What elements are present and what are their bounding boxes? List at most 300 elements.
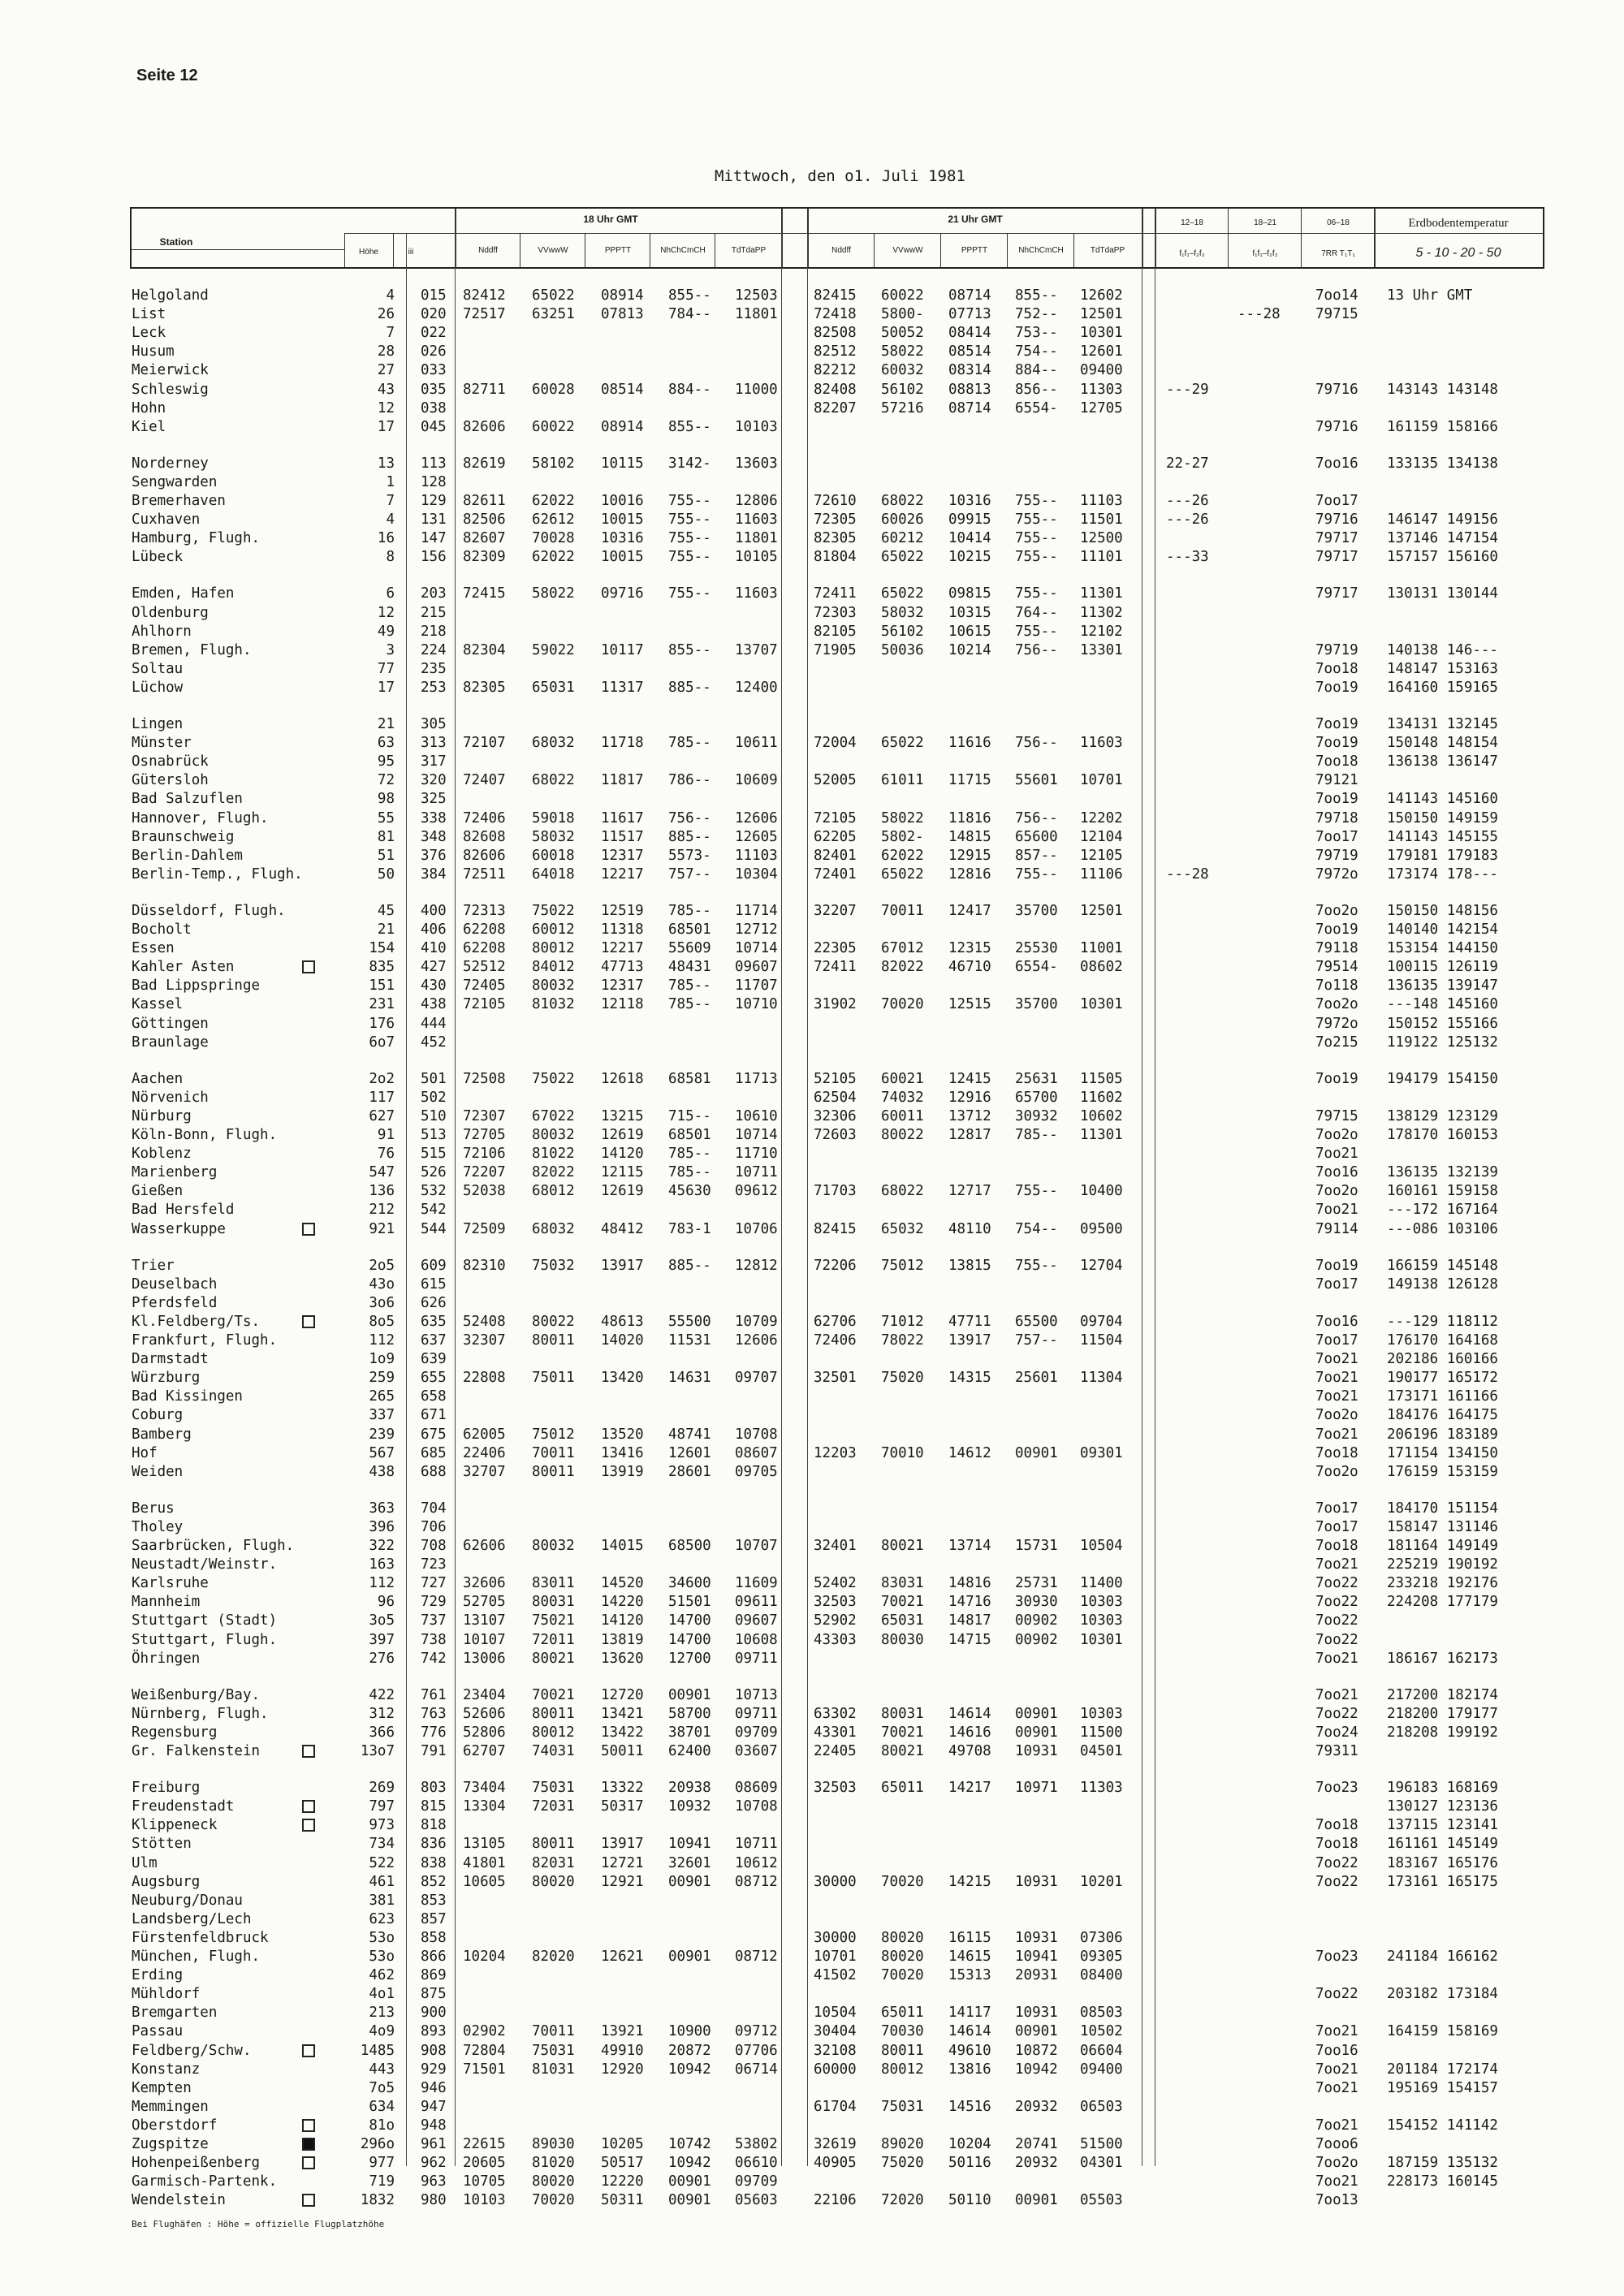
obs18-group-5: 06610 [735, 2155, 778, 2172]
obs18-group-5: 13603 [735, 455, 778, 472]
obs18-group-5: 10709 [735, 1313, 778, 1330]
station-index: 729 [421, 1594, 447, 1611]
obs18-group-3: 08914 [601, 418, 644, 435]
extra-group-3: 7oo24 [1315, 1724, 1358, 1741]
obs18-group-2: 80011 [532, 1836, 575, 1853]
station-name: Saarbrücken, Flugh. [132, 1538, 295, 1554]
obs18-group-3: 50011 [601, 1743, 644, 1759]
table-row [0, 1651, 1624, 1668]
station-name: Göttingen [132, 1015, 209, 1032]
obs18-group-2: 62022 [532, 493, 575, 509]
obs21-group-5: 11302 [1080, 604, 1123, 621]
obs18-group-2: 80011 [532, 1705, 575, 1722]
station-elevation: 2o5 [369, 1257, 395, 1274]
station-index: 400 [421, 902, 447, 919]
station-name: Aachen [132, 1070, 184, 1087]
obs18-group-3: 12619 [601, 1127, 644, 1143]
station-name: Augsburg [132, 1873, 201, 1890]
obs21-group-4: 754-- [1015, 343, 1058, 360]
obs18-group-3: 10015 [601, 511, 644, 529]
obs18-group-1: 10103 [463, 2192, 506, 2209]
station-elevation: 4 [386, 511, 395, 529]
table-row [0, 1202, 1624, 1219]
extra-group-3: 7oo2o [1315, 1407, 1358, 1424]
obs18-group-5: 09709 [735, 2173, 778, 2190]
obs21-group-4: 785-- [1015, 1127, 1058, 1143]
extra-group-4: 241184 166162 [1387, 1949, 1498, 1965]
station-index: 980 [421, 2192, 447, 2209]
station-name: Garmisch-Partenk. [132, 2173, 278, 2190]
extra-group-4: 224208 177179 [1387, 1594, 1498, 1611]
obs18-group-1: 82304 [463, 641, 506, 658]
station-name: Lübeck [132, 549, 184, 566]
obs18-group-3: 11317 [601, 679, 644, 696]
station-name: Osnabrück [132, 753, 209, 770]
obs18-group-5: 09711 [735, 1705, 778, 1722]
obs21-group-3: 11816 [948, 809, 991, 826]
obs21-group-2: 80022 [881, 1127, 924, 1143]
station-name: Öhringen [132, 1650, 201, 1667]
table-row [0, 735, 1624, 753]
station-index: 501 [421, 1070, 447, 1087]
station-index: 020 [421, 306, 447, 323]
obs21-group-3: 08514 [948, 343, 991, 360]
obs21-group-4: 20931 [1015, 1967, 1058, 1984]
obs21-group-2: 89020 [881, 2136, 924, 2152]
station-name: Mannheim [132, 1594, 201, 1611]
station-index: 962 [421, 2155, 447, 2172]
obs21-group-2: 80012 [881, 2061, 924, 2078]
extra-group-3: 79717 [1315, 585, 1358, 602]
station-elevation: 1o9 [369, 1351, 395, 1368]
obs21-group-5: 08602 [1080, 959, 1123, 976]
table-row [0, 455, 1624, 473]
obs21-group-5: 12501 [1080, 902, 1123, 919]
station-elevation: 835 [369, 959, 395, 976]
obs18-group-5: 10714 [735, 1127, 778, 1143]
obs21-group-5: 12705 [1080, 399, 1123, 416]
obs21-group-1: 63302 [814, 1705, 857, 1722]
obs21-group-3: 50116 [948, 2155, 991, 2172]
obs21-group-2: 68022 [881, 1183, 924, 1200]
station-index: 513 [421, 1127, 447, 1143]
table-row [0, 1949, 1624, 1966]
obs18-group-4: 14631 [668, 1370, 711, 1387]
station-index: 858 [421, 1929, 447, 1946]
obs21-group-2: 56102 [881, 623, 924, 640]
station-index: 510 [421, 1107, 447, 1124]
station-name: Erding [132, 1967, 184, 1984]
obs21-group-3: 12315 [948, 940, 991, 957]
obs18-group-4: 855-- [668, 418, 711, 435]
obs21-group-5: 10301 [1080, 325, 1123, 342]
obs21-group-5: 11101 [1080, 549, 1123, 566]
obs18-group-4: 784-- [668, 306, 711, 323]
obs18-group-4: 755-- [668, 585, 711, 602]
table-row [0, 2080, 1624, 2098]
station-name: Weiden [132, 1463, 184, 1480]
header-18-c2: VVwwW [538, 246, 568, 255]
table-row [0, 2099, 1624, 2117]
obs18-group-5: 13707 [735, 641, 778, 658]
obs18-group-1: 72804 [463, 2042, 506, 2059]
obs18-group-4: 10941 [668, 1836, 711, 1853]
extra-group-4: 148147 153163 [1387, 660, 1498, 677]
extra-group-3: 7oo21 [1315, 1686, 1358, 1703]
extra-group-4: 146147 149156 [1387, 511, 1498, 529]
obs18-group-3: 13420 [601, 1370, 644, 1387]
station-index: 038 [421, 399, 447, 416]
station-name: Frankfurt, Flugh. [132, 1332, 278, 1349]
station-index: 430 [421, 978, 447, 995]
obs18-group-3: 12720 [601, 1686, 644, 1703]
station-name: Hamburg, Flugh. [132, 530, 261, 547]
obs21-group-3: 08414 [948, 325, 991, 342]
station-index: 685 [421, 1444, 447, 1461]
obs18-group-4: 885-- [668, 679, 711, 696]
obs18-group-3: 14120 [601, 1612, 644, 1629]
obs21-group-2: 80021 [881, 1538, 924, 1554]
station-elevation: 112 [369, 1332, 395, 1349]
station-elevation: 977 [369, 2155, 395, 2172]
obs21-group-4: 755-- [1015, 549, 1058, 566]
extra-group-4: 194179 154150 [1387, 1070, 1498, 1087]
obs18-group-2: 60028 [532, 381, 575, 398]
obs21-group-5: 12601 [1080, 343, 1123, 360]
obs18-group-2: 67022 [532, 1107, 575, 1124]
obs21-group-3: 13816 [948, 2061, 991, 2078]
extra-group-3: 7oo21 [1315, 1388, 1358, 1405]
obs21-group-3: 09915 [948, 511, 991, 529]
station-index: 947 [421, 2098, 447, 2115]
obs18-group-4: 755-- [668, 493, 711, 509]
obs21-group-3: 10316 [948, 493, 991, 509]
obs18-group-4: 14700 [668, 1631, 711, 1648]
obs18-group-3: 13921 [601, 2023, 644, 2040]
station-index: 542 [421, 1202, 447, 1219]
obs18-group-4: 55500 [668, 1313, 711, 1330]
obs21-group-4: 10872 [1015, 2042, 1058, 2059]
mountain-station-marker [302, 1745, 315, 1758]
extra-group-4: ---148 145160 [1387, 996, 1498, 1013]
header-21-c3: PPPTT [961, 246, 988, 255]
extra-group-4: 202186 160166 [1387, 1351, 1498, 1368]
obs18-group-4: 12601 [668, 1444, 711, 1461]
obs18-group-1: 52038 [463, 1183, 506, 1200]
obs18-group-1: 82711 [463, 381, 506, 398]
table-row [0, 1743, 1624, 1761]
extra-group-3: 7oo23 [1315, 1780, 1358, 1797]
extra-group-3: 7oo23 [1315, 1949, 1358, 1965]
obs21-group-3: 14315 [948, 1370, 991, 1387]
obs21-group-4: 20932 [1015, 2155, 1058, 2172]
obs18-group-2: 58032 [532, 828, 575, 845]
obs18-group-3: 13422 [601, 1724, 644, 1741]
obs21-group-2: 50036 [881, 641, 924, 658]
extra-group-3: 7oo22 [1315, 1631, 1358, 1648]
obs18-group-1: 52806 [463, 1724, 506, 1741]
obs18-group-5: 09709 [735, 1724, 778, 1741]
obs21-group-2: 58022 [881, 809, 924, 826]
station-elevation: 4o9 [369, 2023, 395, 2040]
extra-group-4: 153154 144150 [1387, 940, 1498, 957]
station-index: 671 [421, 1407, 447, 1424]
obs18-group-2: 82031 [532, 1854, 575, 1871]
obs18-group-5: 12400 [735, 679, 778, 696]
extra-group-4: 161159 158166 [1387, 418, 1498, 435]
obs21-group-4: 753-- [1015, 325, 1058, 342]
extra-group-3: 7oo22 [1315, 1612, 1358, 1629]
obs21-group-3: 14612 [948, 1444, 991, 1461]
station-index: 444 [421, 1015, 447, 1032]
station-elevation: 43o [369, 1275, 395, 1293]
extra-group-3: 79716 [1315, 381, 1358, 398]
table-row [0, 1295, 1624, 1313]
obs21-group-1: 62706 [814, 1313, 857, 1330]
obs21-group-2: 60021 [881, 1070, 924, 1087]
obs21-group-1: 60000 [814, 2061, 857, 2078]
obs18-group-4: 715-- [668, 1107, 711, 1124]
table-row [0, 1986, 1624, 2004]
mountain-station-marker [302, 1800, 315, 1813]
header-ext3-top: 06–18 [1327, 218, 1350, 227]
obs18-group-4: 3142- [668, 455, 711, 472]
obs18-group-1: 23404 [463, 1686, 506, 1703]
table-row [0, 1388, 1624, 1406]
obs18-group-5: 10611 [735, 735, 778, 752]
header-21-c2: VVwwW [892, 246, 923, 255]
obs21-group-3: 14614 [948, 1705, 991, 1722]
obs18-group-4: 10942 [668, 2061, 711, 2078]
obs18-group-2: 68012 [532, 1183, 575, 1200]
obs18-group-5: 06714 [735, 2061, 778, 2078]
obs21-group-2: 60022 [881, 287, 924, 304]
station-name: Wasserkuppe [132, 1220, 226, 1237]
obs18-group-3: 12317 [601, 978, 644, 995]
obs21-group-5: 12602 [1080, 287, 1123, 304]
obs18-group-5: 09607 [735, 1612, 778, 1629]
station-elevation: 3o5 [369, 1612, 395, 1629]
obs18-group-3: 07813 [601, 306, 644, 323]
obs21-group-1: 32306 [814, 1107, 857, 1124]
obs21-group-2: 75012 [881, 1257, 924, 1274]
station-name: Husum [132, 343, 175, 360]
extra-group-4: 233218 192176 [1387, 1575, 1498, 1592]
obs18-group-4: 58700 [668, 1705, 711, 1722]
obs21-group-1: 72411 [814, 959, 857, 976]
obs18-group-1: 10605 [463, 1873, 506, 1890]
obs18-group-2: 62022 [532, 549, 575, 566]
obs21-group-1: 62205 [814, 828, 857, 845]
station-elevation: 8 [386, 549, 395, 566]
obs21-group-2: 70020 [881, 996, 924, 1013]
table-row [0, 1632, 1624, 1650]
obs18-group-3: 11718 [601, 735, 644, 752]
extra-group-3: 7oo18 [1315, 1817, 1358, 1834]
obs18-group-5: 10708 [735, 1798, 778, 1815]
obs21-group-3: 10414 [948, 530, 991, 547]
extra-group-3: 7oo2o [1315, 996, 1358, 1013]
station-elevation: 1 [386, 473, 395, 490]
obs21-group-2: 80020 [881, 1949, 924, 1965]
obs18-group-1: 20605 [463, 2155, 506, 2172]
extra-group-3: 7oo18 [1315, 1444, 1358, 1461]
table-row [0, 1445, 1624, 1463]
station-elevation: 396 [369, 1518, 395, 1535]
obs18-group-3: 12621 [601, 1949, 644, 1965]
obs18-group-3: 12921 [601, 1873, 644, 1890]
station-elevation: 50 [377, 865, 395, 883]
station-name: Deuselbach [132, 1275, 218, 1293]
extra-group-3: 79717 [1315, 549, 1358, 566]
station-name: Bad Kissingen [132, 1388, 243, 1405]
obs21-group-5: 12500 [1080, 530, 1123, 547]
table-row [0, 661, 1624, 679]
station-index: 452 [421, 1034, 447, 1051]
extra-group-3: 7oo18 [1315, 1538, 1358, 1554]
obs21-group-2: 67012 [881, 940, 924, 957]
obs18-group-5: 12712 [735, 921, 778, 938]
extra-group-4: 143143 143148 [1387, 381, 1498, 398]
obs18-group-3: 13620 [601, 1650, 644, 1667]
table-row [0, 1407, 1624, 1425]
obs21-group-1: 52105 [814, 1070, 857, 1087]
obs18-group-5: 11000 [735, 381, 778, 398]
extra-group-4: 157157 156160 [1387, 549, 1498, 566]
obs18-group-3: 14020 [601, 1332, 644, 1349]
station-name: Bremgarten [132, 2005, 218, 2022]
extra-group-3: 79121 [1315, 772, 1358, 789]
obs21-group-4: 755-- [1015, 1183, 1058, 1200]
station-name: Emden, Hafen [132, 585, 235, 602]
extra-group-3: 7972o [1315, 1015, 1358, 1032]
station-elevation: 7 [386, 325, 395, 342]
extra-group-4: 228173 160145 [1387, 2173, 1498, 2190]
station-name: Sengwarden [132, 473, 218, 490]
obs21-group-5: 51500 [1080, 2136, 1123, 2152]
obs21-group-5: 11400 [1080, 1575, 1123, 1592]
obs21-group-2: 72020 [881, 2192, 924, 2209]
station-elevation: 8o5 [369, 1313, 395, 1330]
obs21-group-2: 65032 [881, 1220, 924, 1237]
station-index: 338 [421, 809, 447, 826]
header-18utc: 18 Uhr GMT [583, 214, 638, 225]
extra-group-3: 7oo21 [1315, 1146, 1358, 1163]
station-name: Weißenburg/Bay. [132, 1686, 261, 1703]
station-elevation: 265 [369, 1388, 395, 1405]
station-elevation: 136 [369, 1183, 395, 1200]
table-row [0, 2155, 1624, 2173]
extra-group-3: 7oo22 [1315, 1873, 1358, 1890]
table-row [0, 549, 1624, 567]
obs21-group-1: 81804 [814, 549, 857, 566]
obs21-group-4: 857-- [1015, 847, 1058, 864]
obs18-group-1: 72106 [463, 1146, 506, 1163]
mountain-station-marker [302, 2156, 315, 2169]
obs18-group-5: 12606 [735, 1332, 778, 1349]
obs21-group-5: 10701 [1080, 772, 1123, 789]
station-elevation: 45 [377, 902, 395, 919]
station-index: 502 [421, 1089, 447, 1106]
obs18-group-4: 68501 [668, 921, 711, 938]
station-index: 218 [421, 623, 447, 640]
obs21-group-5: 10201 [1080, 1873, 1123, 1890]
station-index: 866 [421, 1949, 447, 1965]
obs21-group-5: 12704 [1080, 1257, 1123, 1274]
station-elevation: 26 [377, 306, 395, 323]
extra-group-4: 206196 183189 [1387, 1426, 1498, 1443]
table-row [0, 1706, 1624, 1724]
station-index: 215 [421, 604, 447, 621]
table-row [0, 810, 1624, 828]
obs18-group-4: 785-- [668, 1146, 711, 1163]
table-row [0, 1836, 1624, 1854]
table-row [0, 1351, 1624, 1369]
obs21-group-2: 70010 [881, 1444, 924, 1461]
extra-group-3: 79719 [1315, 641, 1358, 658]
station-elevation: 12 [377, 399, 395, 416]
obs21-group-5: 11301 [1080, 1127, 1123, 1143]
obs18-group-2: 80012 [532, 1724, 575, 1741]
station-index: 035 [421, 381, 447, 398]
table-row [0, 1314, 1624, 1331]
station-elevation: 634 [369, 2098, 395, 2115]
extra-group-4: 130127 123136 [1387, 1798, 1498, 1815]
obs21-group-2: 75020 [881, 1370, 924, 1387]
obs21-group-3: 13712 [948, 1107, 991, 1124]
extra-group-4: 196183 168169 [1387, 1780, 1498, 1797]
mountain-station-marker [302, 1315, 315, 1328]
obs18-group-2: 68032 [532, 1220, 575, 1237]
extra-group-3: 7oo16 [1315, 2042, 1358, 2059]
station-index: 742 [421, 1650, 447, 1667]
obs18-group-1: 10107 [463, 1631, 506, 1648]
extra-group-1: ---33 [1166, 549, 1209, 566]
table-row [0, 419, 1624, 437]
obs21-group-5: 09400 [1080, 362, 1123, 379]
obs21-group-5: 10301 [1080, 996, 1123, 1013]
station-index: 658 [421, 1388, 447, 1405]
obs21-group-2: 58032 [881, 604, 924, 621]
station-elevation: 17 [377, 418, 395, 435]
table-row [0, 1500, 1624, 1518]
obs18-group-3: 12118 [601, 996, 644, 1013]
extra-group-4: 100115 126119 [1387, 959, 1498, 976]
table-row [0, 1108, 1624, 1126]
obs18-group-1: 22615 [463, 2136, 506, 2152]
extra-group-3: 7oo19 [1315, 1257, 1358, 1274]
extra-group-3: 79514 [1315, 959, 1358, 976]
obs21-group-5: 06503 [1080, 2098, 1123, 2115]
table-row [0, 530, 1624, 548]
obs21-group-3: 49708 [948, 1743, 991, 1759]
extra-group-3: 7oo16 [1315, 1164, 1358, 1181]
obs21-group-3: 10215 [948, 549, 991, 566]
mountain-station-marker [302, 2044, 315, 2057]
obs18-group-4: 756-- [668, 809, 711, 826]
station-index: 532 [421, 1183, 447, 1200]
obs18-group-4: 855-- [668, 287, 711, 304]
extra-group-3: 79718 [1315, 809, 1358, 826]
obs21-group-1: 72105 [814, 809, 857, 826]
station-name: List [132, 306, 166, 323]
obs18-group-5: 10304 [735, 865, 778, 883]
station-name: Münster [132, 735, 192, 752]
obs21-group-2: 62022 [881, 847, 924, 864]
mountain-station-marker [302, 960, 315, 973]
obs21-group-2: 80021 [881, 1743, 924, 1759]
obs18-group-4: 48741 [668, 1426, 711, 1443]
